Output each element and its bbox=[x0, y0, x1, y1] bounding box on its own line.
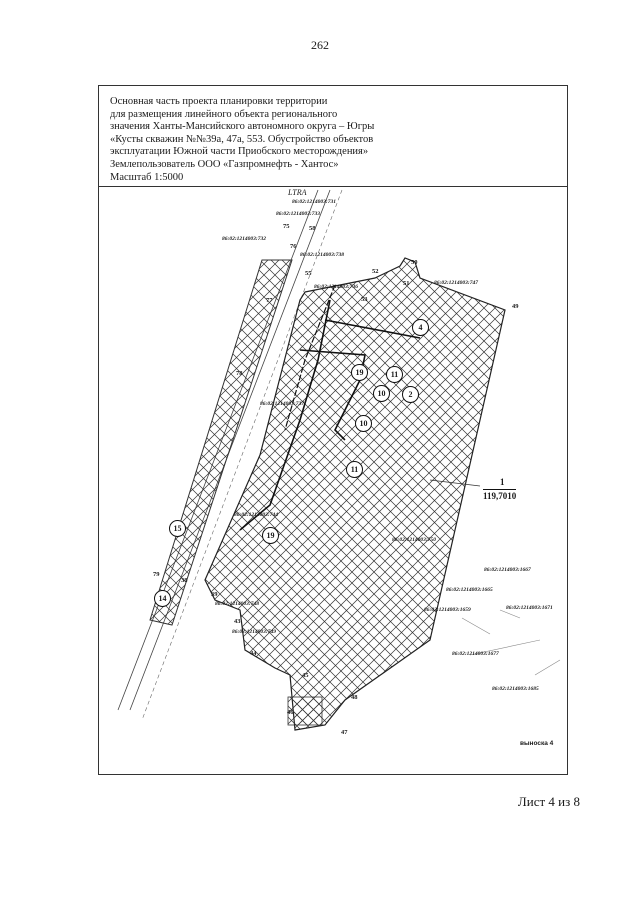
parcel-label: 86:02:1214003:744 bbox=[234, 512, 278, 518]
object-circle: 10 bbox=[373, 385, 390, 402]
parcel-label: 86:02:1214003:736 bbox=[314, 284, 358, 290]
parcel-label: 86:02:1214003:738 bbox=[300, 252, 344, 258]
point-label: 79 bbox=[153, 571, 160, 578]
point-label: 77 bbox=[266, 297, 273, 304]
point-label: 47 bbox=[341, 729, 348, 736]
object-circle: 10 bbox=[355, 415, 372, 432]
caption-line: Основная часть проекта планировки территории bbox=[110, 96, 328, 107]
parcel-label: 86:02:1214003:749 bbox=[232, 629, 276, 635]
object-circle: 2 bbox=[402, 386, 419, 403]
parcel-label: 86:02:1214003:1671 bbox=[506, 605, 553, 611]
point-label: 43 bbox=[234, 618, 241, 625]
point-label: 45 bbox=[302, 672, 309, 679]
point-label: 38 bbox=[181, 577, 188, 584]
point-label: 76 bbox=[290, 243, 297, 250]
parcel-label: 86:02:1214003:731 bbox=[292, 199, 336, 205]
object-circle: 15 bbox=[169, 520, 186, 537]
point-label: 52 bbox=[372, 268, 379, 275]
point-label: 39 bbox=[211, 591, 218, 598]
caption-scale: Масштаб 1:5000 bbox=[110, 171, 184, 183]
caption-line: Землепользователь ООО «Газпромнефть - Хантос» bbox=[110, 158, 339, 170]
parcel-label: 86:02:1214003:732 bbox=[222, 236, 266, 242]
point-label: 55 bbox=[305, 270, 312, 277]
point-label: 48 bbox=[351, 694, 358, 701]
caption-line: эксплуатации Южной части Приобского месторождения» bbox=[110, 146, 369, 158]
caption-line: «Кусты скважин №№39а, 47а, 553. Обустройство объектов bbox=[110, 133, 374, 145]
object-circle: 11 bbox=[386, 366, 403, 383]
sheet-number: Лист 4 из 8 bbox=[517, 794, 580, 809]
callout-label: выноска 4 bbox=[520, 740, 554, 747]
caption-line: для размещения линейного объекта регионального bbox=[110, 108, 338, 120]
top-cut-label: LTRA bbox=[288, 188, 307, 197]
parcel-label: 86:02:1214003:1667 bbox=[484, 567, 531, 573]
parcel-label: 86:02:1214003:747 bbox=[434, 280, 478, 286]
point-label: 50 bbox=[411, 259, 418, 266]
caption-line: значения Ханты-Мансийского автономного округа – Югры bbox=[110, 121, 375, 133]
parcel-label: 86:02:1214003:1685 bbox=[492, 686, 539, 692]
object-circle: 19 bbox=[351, 364, 368, 381]
point-label: 49 bbox=[512, 303, 519, 310]
point-label: 51 bbox=[403, 280, 410, 287]
parcel-label: 86:02:1214003:737 bbox=[260, 401, 304, 407]
zone-number: 1 bbox=[500, 477, 505, 487]
parcel-label: 86:02:1214003:1659 bbox=[424, 607, 471, 613]
object-circle: 19 bbox=[262, 527, 279, 544]
parcel-label: 86:02:1214003:748 bbox=[215, 601, 259, 607]
object-circle: 4 bbox=[412, 319, 429, 336]
point-label: 44 bbox=[250, 650, 257, 657]
point-label: 46 bbox=[287, 709, 294, 716]
parcel-label: 86:02:1214003:733 bbox=[276, 211, 320, 217]
parcel-label: 86:02:1214003:1665 bbox=[446, 587, 493, 593]
zone-area: 119,7010 bbox=[483, 491, 517, 501]
point-label: 78 bbox=[236, 370, 243, 377]
point-label: 53 bbox=[361, 296, 368, 303]
page-number: 262 bbox=[311, 38, 329, 52]
object-circle: 14 bbox=[154, 590, 171, 607]
object-circle: 11 bbox=[346, 461, 363, 478]
parcel-label: 86:02:1214003:750 bbox=[392, 537, 436, 543]
point-label: 58 bbox=[309, 225, 316, 232]
parcel-label: 86:02:1214003:1677 bbox=[452, 651, 499, 657]
point-label: 75 bbox=[283, 223, 290, 230]
